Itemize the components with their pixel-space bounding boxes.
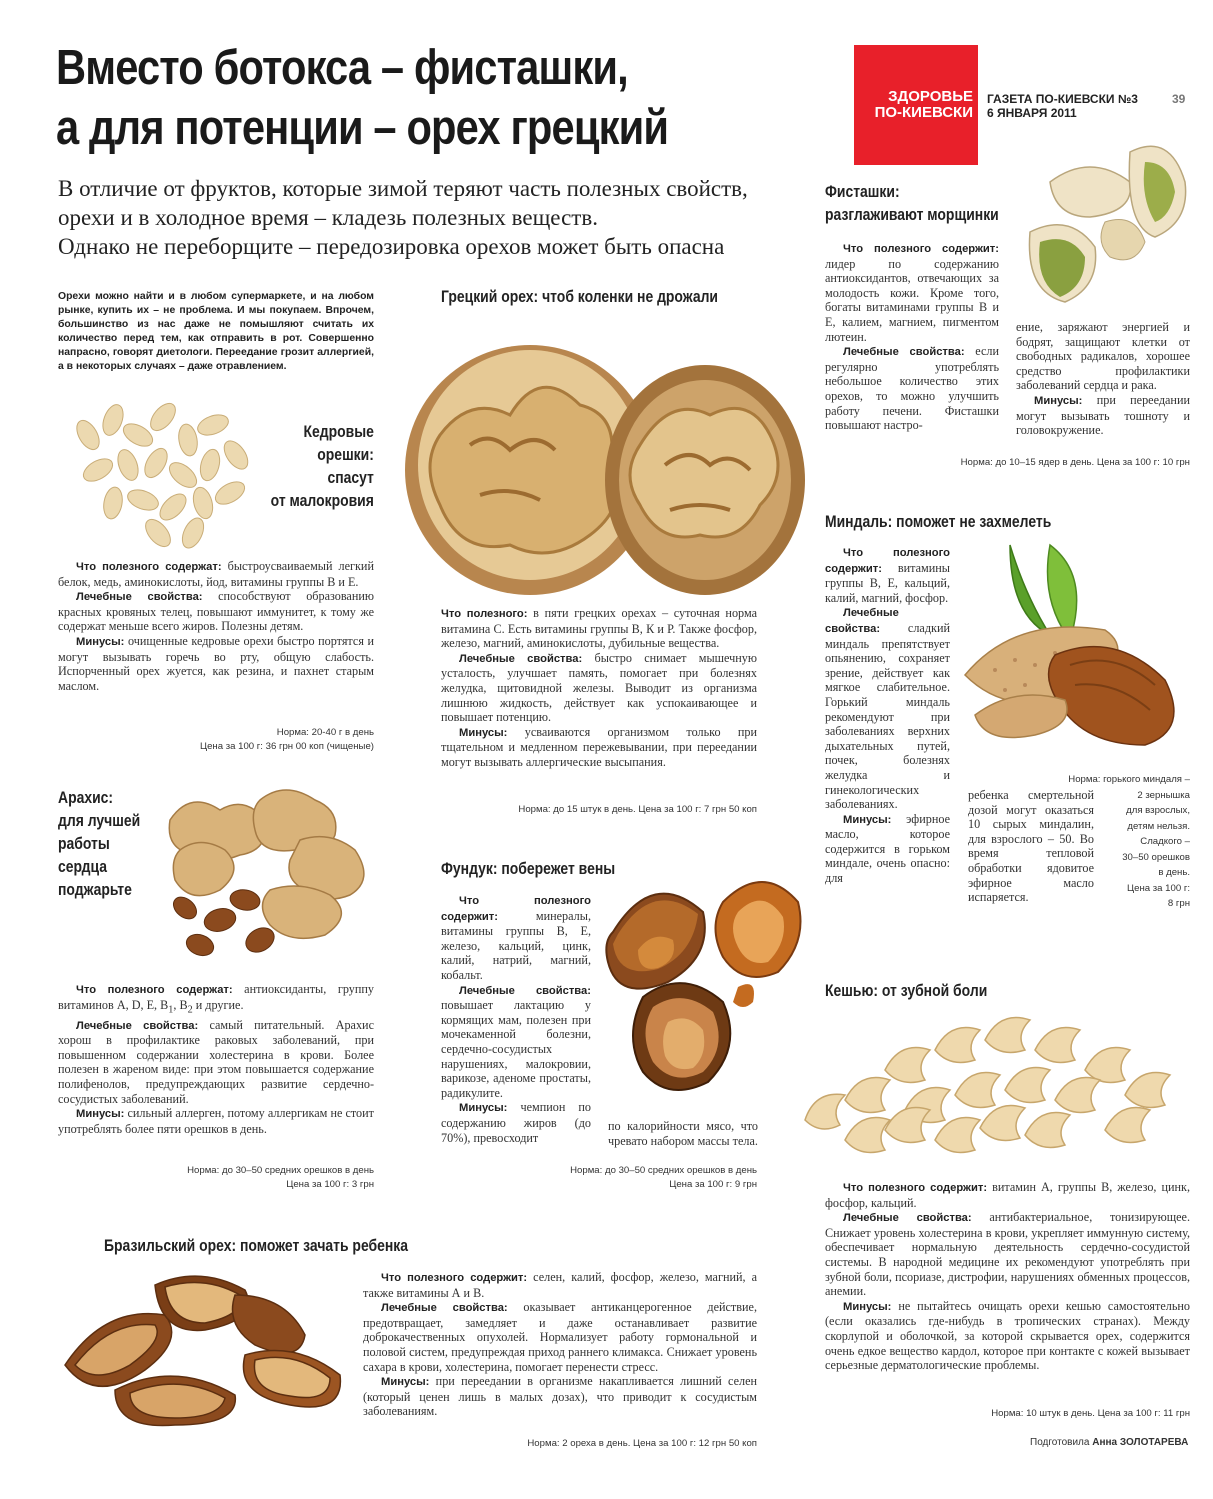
almond-note-6: 30–50 орешков xyxy=(1122,851,1190,863)
almond-note-8: Цена за 100 г: xyxy=(1127,882,1190,894)
almond-note-5: Сладкого – xyxy=(1140,836,1190,847)
pine-label-2: Лечебные свойства: xyxy=(76,591,203,604)
pistachio-heading-1: Фисташки: xyxy=(825,182,900,201)
cashew-label-3: Минусы: xyxy=(843,1300,892,1313)
pine-norm-price xyxy=(200,726,374,754)
almond-heading: Миндаль: поможет не захмелеть xyxy=(825,512,1052,531)
title-line-1: Вместо ботокса – фисташки, xyxy=(56,41,628,95)
cashew-norm-price: Норма: 10 штук в день. Цена за 100 г: 11 грн xyxy=(991,1408,1190,1419)
brazil-text-1: селен, калий, фосфор, железо, магний, а также витамины А и В. xyxy=(363,1270,757,1300)
almond-image xyxy=(955,525,1195,770)
pine-heading-3: спасут xyxy=(327,468,374,487)
peanut-text-3: сильный аллерген, потому аллергикам не стоит употреблять более пяти орешков в день. xyxy=(58,1106,374,1136)
hazel-text-3: чемпион по содержанию жиров (до 70%), превосходит xyxy=(441,1100,591,1145)
almond-note-7: в день. xyxy=(1158,867,1190,878)
almond-note-2: 2 зернышка xyxy=(1137,789,1190,801)
almond-label-2: Лечебные свойства: xyxy=(825,607,899,635)
peanut-sub-2: 2 xyxy=(187,1004,193,1016)
cashew-text xyxy=(825,1180,1190,1373)
author-credit xyxy=(1030,1437,1188,1448)
peanut-text-1a: антиоксиданты, группу витаминов А, D, Е, В xyxy=(58,982,374,1012)
peanut-heading-3: работы xyxy=(58,834,110,853)
almond-text-3: эфирное масло, которое содержится в горьком миндале, очень опасно: для xyxy=(825,811,950,886)
brazil-label-2: Лечебные свойства: xyxy=(381,1302,508,1315)
pistachio-text xyxy=(825,241,999,433)
title-line-2: а для потенции – орех грецкий xyxy=(56,101,669,155)
brazil-text xyxy=(363,1270,757,1419)
peanut-text xyxy=(58,982,374,1136)
pistachio-heading xyxy=(825,180,999,226)
pine-heading-1: Кедровые xyxy=(303,422,374,441)
hazel-label-1: Что полезного содержит: xyxy=(441,895,591,923)
cashew-label-2: Лечебные свойства: xyxy=(843,1212,972,1225)
peanut-text-1c: и другие. xyxy=(192,997,244,1012)
peanut-heading-2: для лучшей xyxy=(58,811,141,830)
cashew-heading: Кешью: от зубной боли xyxy=(825,981,988,1000)
peanut-label-1: Что полезного содержат: xyxy=(76,984,233,996)
hazel-text-2: повышает лактацию у кормящих мам, полезен при мочекаменной болезни, сердечно-сосудистых нарушениях, малокровии, варикозе, аденоме простаты, радикулите. xyxy=(441,998,591,1100)
peanut-heading xyxy=(58,786,140,901)
pine-label-1: Что полезного содержат: xyxy=(76,561,222,573)
almond-label-3: Минусы: xyxy=(843,813,892,826)
walnut-image xyxy=(400,315,810,595)
almond-norm-price xyxy=(1068,772,1190,912)
brazil-nuts-image xyxy=(55,1265,350,1440)
cashew-image xyxy=(785,1000,1195,1165)
almond-text-1: витамины группы В, Е, кальций, калий, магний, фосфор. xyxy=(825,560,950,605)
almond-note-9: 8 грн xyxy=(1167,898,1190,909)
hazel-norm-price xyxy=(570,1164,757,1192)
almond-text-2: сладкий миндаль препятствует опьянению, сохраняет зрение, действует как мягкое слабительное. Горький миндаль рекомендуют при заболеваниях верхних дыхательных путей, почек, болезнях желудка и гинекологических заболеваниях. xyxy=(825,620,950,812)
pistachio-norm-price: Норма: до 10–15 ядер в день. Цена за 100 г: 10 грн xyxy=(960,457,1190,468)
hazel-price: Цена за 100 г: 9 грн xyxy=(669,1179,757,1190)
credit-label: Подготовила xyxy=(1030,1437,1090,1448)
walnut-text-1: в пяти грецких орехах – суточная норма витамина С. Есть витамины группы В, К и Р. Также фосфор, железо, магний, аминокислоты, дубильные вещества. xyxy=(441,606,757,651)
paper-date: 6 ЯНВАРЯ 2011 xyxy=(987,106,1077,120)
cashew-label-1: Что полезного содержит: xyxy=(843,1182,988,1194)
walnut-label-1: Что полезного: xyxy=(441,608,528,620)
logo-line-1: ЗДОРОВЬЕ xyxy=(888,88,973,105)
peanut-norm: Норма: до 30–50 средних орешков в день xyxy=(187,1165,374,1176)
cashew-text-1: витамин А, группы В, железо, цинк, фосфор, кальций. xyxy=(825,1180,1190,1210)
lead-line-1: В отличие от фруктов, которые зимой теряют часть полезных свойств, xyxy=(58,176,748,201)
pistachio-text-2b: ение, заряжают энергией и бодрят, защищают клетки от свободных радикалов, хорошее средство профилактики заболеваний сердца и рака. xyxy=(1016,320,1190,393)
pine-nuts-image xyxy=(58,395,258,550)
almond-note-3: для взрослых, xyxy=(1126,805,1190,816)
brazil-label-3: Минусы: xyxy=(381,1376,430,1389)
lead-line-2: орехи и в холодное время – кладезь полезных веществ. xyxy=(58,205,598,230)
pine-text-3: очищенные кедровые орехи быстро портятся и могут вызывать горечь во рту, общую слабость. Испорченный орех жуется, как резина, и пахнет старым маслом. xyxy=(58,633,374,693)
pistachio-text-cont xyxy=(1016,320,1190,438)
credit-author: Анна ЗОЛОТАРЕВА xyxy=(1092,1437,1189,1448)
almond-label-1: Что полезного содержит: xyxy=(825,547,950,575)
almond-note-1: Норма: горького миндаля – xyxy=(1068,774,1190,785)
walnut-text-3: усваиваются организмом только при тщательном и медленном пережевывании, при переедании могут вызывать аллергические высыпания. xyxy=(441,724,757,769)
walnut-label-3: Минусы: xyxy=(459,726,508,739)
brazil-label-1: Что полезного содержит: xyxy=(381,1272,528,1284)
hazel-label-2: Лечебные свойства: xyxy=(459,984,591,997)
walnut-label-2: Лечебные свойства: xyxy=(459,652,583,665)
paper-name: ГАЗЕТА ПО-КИЕВСКИ №3 xyxy=(987,92,1138,106)
pistachio-label-2: Лечебные свойства: xyxy=(843,346,965,359)
peanut-text-2: самый питательный. Арахис хорош в профилактике раковых заболеваний, при повышенном содержании холестерина в крови. Более полезен в жареном виде: при этом повышается содержание полифенолов, предупреждающих развитие сердечно-сосудистых заболеваний. xyxy=(58,1017,374,1106)
almond-text-cont: ребенка смертельной дозой могут оказаться 10 сырых миндалин, для взрослого – 50. Во время тепловой обработки ядовитое эфирное масло испаряется. xyxy=(968,788,1094,905)
peanut-norm-price xyxy=(187,1164,374,1192)
peanut-price: Цена за 100 г: 3 грн xyxy=(286,1179,374,1190)
pine-heading-4: от малокровия xyxy=(270,491,374,510)
pine-heading-2: орешки: xyxy=(317,445,374,464)
peanut-heading-5: поджарьте xyxy=(58,880,132,899)
pine-norm: Норма: 20-40 г в день xyxy=(276,727,374,738)
hazel-text xyxy=(441,893,591,1145)
section-logo xyxy=(854,45,978,165)
pine-price: Цена за 100 г: 36 грн 00 коп (чищеные) xyxy=(199,741,374,752)
walnut-text xyxy=(441,606,757,770)
pine-text-2: способствуют образованию красных кровяных телец, повышают иммунитет, к тому же содержат меньше всего жиров. Полезны детям. xyxy=(58,589,374,634)
hazel-label-3: Минусы: xyxy=(459,1102,508,1115)
brazil-heading: Бразильский орех: поможет зачать ребенка xyxy=(104,1236,409,1255)
pine-text xyxy=(58,559,374,693)
cashew-text-2: антибактериальное, тонизирующее. Снижает уровень холестерина в крови, укрепляет иммунную систему, обеспечивает нормальную деятельность сердечно-сосудистой системы. В народной медицине их рекомендуют употреблять при зубной боли, псориазе, дистрофии, нарушениях обменных процессов, анемии. xyxy=(825,1210,1190,1299)
hazel-heading: Фундук: побережет вены xyxy=(441,859,616,878)
peanut-sub-1: 1 xyxy=(168,1004,174,1016)
hazel-text-cont: по калорийности мясо, что чревато набором массы тела. xyxy=(608,1119,758,1148)
cashew-text-3: не пытайтесь очищать орехи кешью самостоятельно (если оказались где-нибудь в тропических странах). Между скорлупой и оболочкой, за которой скрывается орех, содержится очень едкое вещество кардол, которое при контакте с кожей вызывает серьезные дерматологические проблемы. xyxy=(825,1298,1190,1373)
masthead xyxy=(987,92,1138,120)
pine-text-1: быстроусваиваемый легкий белок, медь, аминокислоты, йод, витамины группы В и Е. xyxy=(58,559,374,589)
brazil-text-2: оказывает антиканцерогенное действие, предотвращает, замедляет и даже останавливает развитие доброкачественных опухолей. Нормализует работу гормональной и половой систем, предупреждая приход раннего климакса. Снижает уровень сахара в крови, холестерина, помогает перенести стресс. xyxy=(363,1300,757,1374)
peanuts-image xyxy=(150,780,380,970)
pistachio-image xyxy=(1010,132,1190,307)
hazelnut-image xyxy=(598,872,808,1102)
almond-text xyxy=(825,545,950,886)
logo-line-2: ПО-КИЕВСКИ xyxy=(874,104,973,121)
hazel-text-1: минералы, витамины группы В, Е, железо, кальций, цинк, калий, натрий, магний, кобальт. xyxy=(441,908,591,982)
page-title xyxy=(56,38,668,158)
peanut-heading-4: сердца xyxy=(58,857,108,876)
pistachio-text-2: если регулярно употреблять небольшое количество этих орехов, то можно улучшить работу печени. Фисташки повышают настро- xyxy=(825,344,999,433)
hazel-norm: Норма: до 30–50 средних орешков в день xyxy=(570,1165,757,1176)
walnut-norm-price: Норма: до 15 штук в день. Цена за 100 г: 7 грн 50 коп xyxy=(518,804,757,815)
walnut-text-2: быстро снимает мышечную усталость, улучшает память, помогает при болезнях желудка, щитовидной железы. Выводит из организма лишнюю жидкость, действует как успокаивающее и повышает потенцию. xyxy=(441,650,757,725)
peanut-label-2: Лечебные свойства: xyxy=(76,1019,199,1032)
pistachio-text-3: при переедании могут вызывать тошноту и головокружение. xyxy=(1016,392,1190,438)
peanut-heading-1: Арахис: xyxy=(58,788,114,807)
pistachio-label-3: Минусы: xyxy=(1034,394,1083,407)
almond-note-4: детям нельзя. xyxy=(1127,820,1190,832)
peanut-text-1b: , В xyxy=(173,997,188,1012)
page-number: 39 xyxy=(1172,92,1186,106)
pine-label-3: Минусы: xyxy=(76,635,125,648)
intro-text: Орехи можно найти и в любом супермаркете, и на любом рынке, купить их – не проблема. И мы покупаем. Впрочем, большинство из нас даже не помышляют считать их количество перед тем, как отправить в рот. Совершенно напрасно, говорят диетологи. Переедание грозит аллергией, а в некоторых случаях – даже отравлением. xyxy=(58,291,374,372)
brazil-norm-price: Норма: 2 ореха в день. Цена за 100 г: 12 грн 50 коп xyxy=(527,1438,757,1449)
pine-heading xyxy=(271,420,374,512)
pistachio-text-1: лидер по содержанию антиоксидантов, отвечающих за молодость кожи. Кроме того, богаты витаминами группы В и Е, калием, магнием, пигментом лютеин. xyxy=(825,256,999,344)
lead-line-3: Однако не переборщите – передозировка орехов может быть опасна xyxy=(58,234,725,259)
brazil-text-3: при переедании в организме накапливается лишний селен (который ценен лишь в малых дозах), что приводит к сосудистым заболеваниям. xyxy=(363,1374,757,1419)
walnut-heading: Грецкий орех: чтоб коленки не дрожали xyxy=(441,287,719,306)
pistachio-heading-2: разглаживают морщинки xyxy=(825,205,999,224)
pistachio-label-1: Что полезного содержит: xyxy=(843,243,999,255)
lead-paragraph xyxy=(58,174,748,261)
peanut-label-3: Минусы: xyxy=(76,1108,125,1121)
